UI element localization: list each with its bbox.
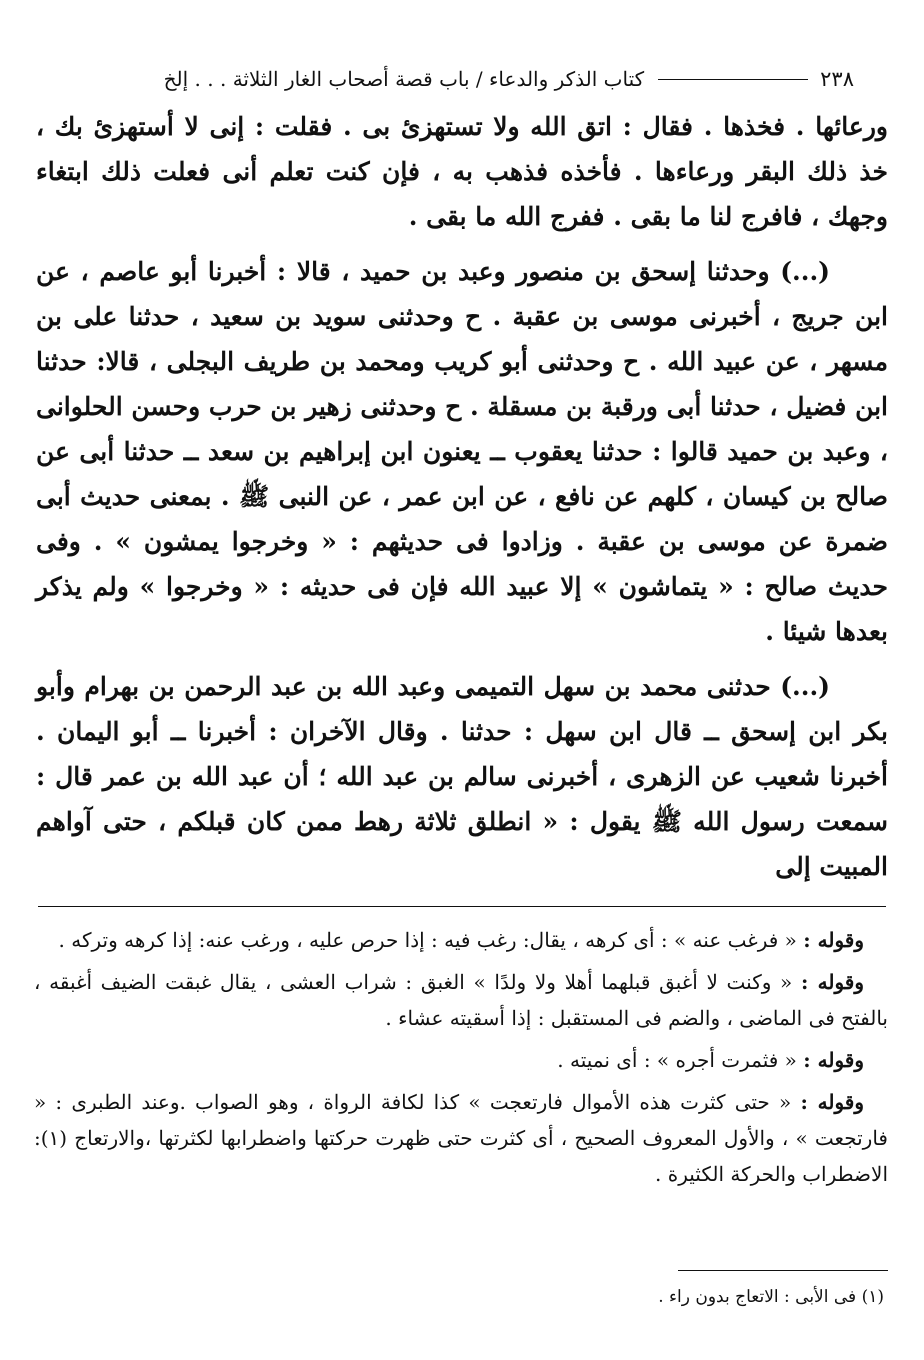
note-3 [34,1042,888,1078]
note-label: وقوله : [803,928,864,952]
running-header [30,62,854,96]
note-text: « فثمرت أجره » : أى نميته . [557,1048,797,1072]
footnote-rule [678,1270,888,1271]
note-1 [34,922,888,958]
note-text: « حتى كثرت هذه الأموال فارتعجت » كذا لكافة الرواة ، وهو الصواب .وعند الطبرى : « فارتجعت » ، والأول المعروف الصحيح ، أى كثرت حتى ظهرت حركتها واضطرابها لكثرتها ،والارتعاج (١): الاضطراب والحركة الكثيرة . [34,1090,888,1186]
note-text: « فرغب عنه » : أى كرهه ، يقال: رغب فيه : إذا حرص عليه ، ورغب عنه: إذا كرهه وتركه . [58,928,797,952]
running-title: كتاب الذكر والدعاء / باب قصة أصحاب الغار الثلاثة . . . إلخ [163,67,645,91]
paragraph-1: ورعائها . فخذها . فقال : اتق الله ولا تستهزئ بى . فقلت : إنى لا أستهزئ بك ، خذ ذلك البقر ورعاءها . فأخذه فذهب به ، فإن كنت تعلم أنى فعلت ذلك ابتغاء وجهك ، فافرج لنا ما بقى . ففرج الله ما بقى . [36,112,888,231]
header-rule [658,79,808,80]
paragraph-3: (...) حدثنى محمد بن سهل التميمى وعبد الله بن عبد الرحمن بن بهرام وأبو بكر ابن إسحق ــ قال ابن سهل : حدثنا . وقال الآخران : أخبرنا ــ أبو اليمان . أخبرنا شعيب عن الزهرى ، أخبرنى سالم بن عبد الله ؛ أن عبد الله بن عمر قال : سمعت رسول الله ﷺ يقول : « انطلق ثلاثة رهط ممن كان قبلكم ، حتى آواهم المبيت إلى [36,672,889,881]
note-text: « وكنت لا أغبق قبلهما أهلا ولا ولدًا » الغبق : شراب العشى ، يقال غبقت الضيف أغبقه ، بالفتح فى الماضى ، والضم فى المستقبل : إذا أسقيته عشاء . [34,970,888,1030]
footnote: (١) فى الأبى : الاتعاج بدون راء . [658,1287,884,1307]
main-text [36,104,888,899]
note-4 [34,1084,888,1192]
note-label: وقوله : [800,1090,864,1114]
footnote-separator [38,906,886,907]
note-label: وقوله : [800,970,865,994]
note-label: وقوله : [803,1048,864,1072]
note-2 [34,964,888,1036]
page-number: ٢٣٨ [820,67,854,91]
commentary-notes [34,922,888,1198]
paragraph-2: (...) وحدثنا إسحق بن منصور وعبد بن حميد ، قالا : أخبرنا أبو عاصم ، عن ابن جريج ، أخبرنى موسى بن عقبة . ح وحدثنى سويد بن سعيد ، حدثنا على بن مسهر ، عن عبيد الله . ح وحدثنى أبو كريب ومحمد بن طريف البجلى ، قالا: حدثنا ابن فضيل ، حدثنا أبى ورقبة بن مسقلة . ح وحدثنى زهير بن حرب وحسن الحلوانى ، وعبد بن حميد قالوا : حدثنا يعقوب ــ يعنون ابن إبراهيم بن سعد ــ حدثنا أبى عن صالح بن كيسان ، كلهم عن نافع ، عن ابن عمر ، عن النبى ﷺ . بمعنى حديث أبى ضمرة عن موسى بن عقبة . وزادوا فى حديثهم : « وخرجوا يمشون » . وفى حديث صالح : « يتماشون » إلا عبيد الله فإن فى حديثه : « وخرجوا » ولم يذكر بعدها شيئا . [36,257,888,646]
